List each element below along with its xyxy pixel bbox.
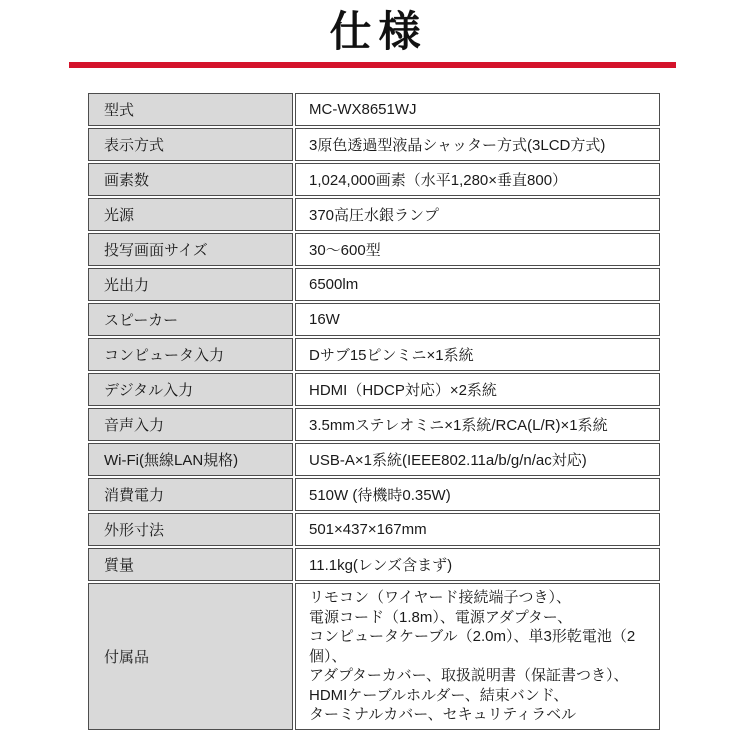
specification-table — [86, 91, 662, 732]
spec-value: 6500lm — [295, 268, 660, 301]
spec-value: 3.5mmステレオミニ×1系統/RCA(L/R)×1系統 — [295, 408, 660, 441]
table-row — [88, 163, 660, 196]
table-row — [88, 198, 660, 231]
table-row — [88, 548, 660, 581]
spec-value: MC-WX8651WJ — [295, 93, 660, 126]
page-title: 仕様 — [329, 8, 428, 55]
spec-label: 消費電力 — [88, 478, 293, 511]
spec-value: Dサブ15ピンミニ×1系統 — [295, 338, 660, 371]
table-row — [88, 443, 660, 476]
spec-value: 1,024,000画素（水平1,280×垂直800） — [295, 163, 660, 196]
spec-label: 光源 — [88, 198, 293, 231]
spec-value: 510W (待機時0.35W) — [295, 478, 660, 511]
table-row — [88, 303, 660, 336]
spec-label: 表示方式 — [88, 128, 293, 161]
table-row — [88, 513, 660, 546]
table-row — [88, 268, 660, 301]
table-row — [88, 233, 660, 266]
spec-label: デジタル入力 — [88, 373, 293, 406]
spec-value: リモコン（ワイヤード接続端子つき）、 電源コード（1.8m）、電源アダプター、 コンピュータケーブル（2.0m）、単3形乾電池（2個）、 アダプターカバー、取扱説明書（保証書つき）、 HDMIケーブルホルダー、結束バンド、 ターミナルカバー、セキュリティラベル — [295, 583, 660, 730]
spec-value: 370高圧水銀ランプ — [295, 198, 660, 231]
spec-label: Wi-Fi(無線LAN規格) — [88, 443, 293, 476]
spec-label: コンピュータ入力 — [88, 338, 293, 371]
spec-label: 付属品 — [88, 583, 293, 730]
spec-value: 11.1kg(レンズ含まず) — [295, 548, 660, 581]
spec-value: HDMI（HDCP対応）×2系統 — [295, 373, 660, 406]
spec-label: 外形寸法 — [88, 513, 293, 546]
table-row — [88, 128, 660, 161]
spec-page — [0, 8, 750, 750]
spec-value: 3原色透過型液晶シャッター方式(3LCD方式) — [295, 128, 660, 161]
spec-label: 投写画面サイズ — [88, 233, 293, 266]
spec-label: スピーカー — [88, 303, 293, 336]
table-row — [88, 338, 660, 371]
table-row — [88, 478, 660, 511]
spec-label: 画素数 — [88, 163, 293, 196]
table-row — [88, 408, 660, 441]
title-divider-rule — [69, 62, 676, 68]
spec-label: 光出力 — [88, 268, 293, 301]
spec-label: 質量 — [88, 548, 293, 581]
spec-label: 型式 — [88, 93, 293, 126]
spec-value: 501×437×167mm — [295, 513, 660, 546]
spec-value: USB-A×1系統(IEEE802.11a/b/g/n/ac対応) — [295, 443, 660, 476]
spec-label: 音声入力 — [88, 408, 293, 441]
spec-value: 30〜600型 — [295, 233, 660, 266]
table-row — [88, 93, 660, 126]
spec-value: 16W — [295, 303, 660, 336]
table-row — [88, 583, 660, 730]
table-row — [88, 373, 660, 406]
